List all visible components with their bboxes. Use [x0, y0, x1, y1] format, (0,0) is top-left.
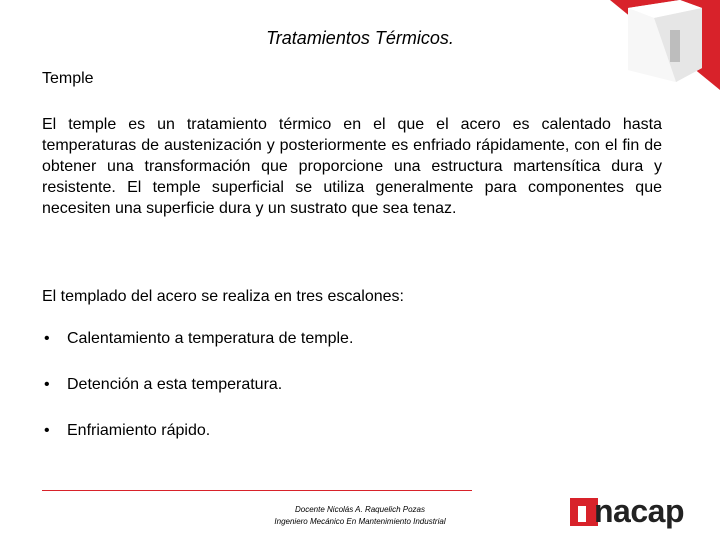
- step-text: Calentamiento a temperatura de temple.: [67, 330, 354, 347]
- bullet-icon: •: [44, 330, 50, 347]
- list-item: [42, 376, 353, 396]
- bullet-icon: •: [44, 376, 50, 393]
- footer-divider: [42, 490, 472, 491]
- section-heading: Temple: [42, 70, 94, 87]
- footer-role: Ingeniero Mecánico En Mantenimiento Industrial: [274, 517, 446, 526]
- list-item: [42, 330, 353, 350]
- step-text: Enfriamiento rápido.: [67, 422, 211, 439]
- list-item: [42, 422, 353, 442]
- steps-intro: El templado del acero se realiza en tres escalones:: [42, 288, 404, 305]
- logo-text: nacap: [594, 493, 684, 529]
- slide-title: Tratamientos Térmicos.: [266, 28, 454, 48]
- footer-author: Docente Nicolás A. Raquelich Pozas: [295, 505, 425, 514]
- steps-list: [42, 330, 353, 468]
- footer-credits: [200, 504, 520, 528]
- body-paragraph: El temple es un tratamiento térmico en el que el acero es calentado hasta temperaturas de austenización y posteriormente es enfriado rápidamente, con el fin de obtener una transformación que proporcione una estructura martensítica dura y resistente. El temple superficial se utiliza generalmente para componentes que necesiten una superficie dura y un sustrato que sea tenaz.: [42, 116, 662, 217]
- bullet-icon: •: [44, 422, 50, 439]
- step-text: Detención a esta temperatura.: [67, 376, 283, 393]
- inacap-logo: [570, 494, 695, 530]
